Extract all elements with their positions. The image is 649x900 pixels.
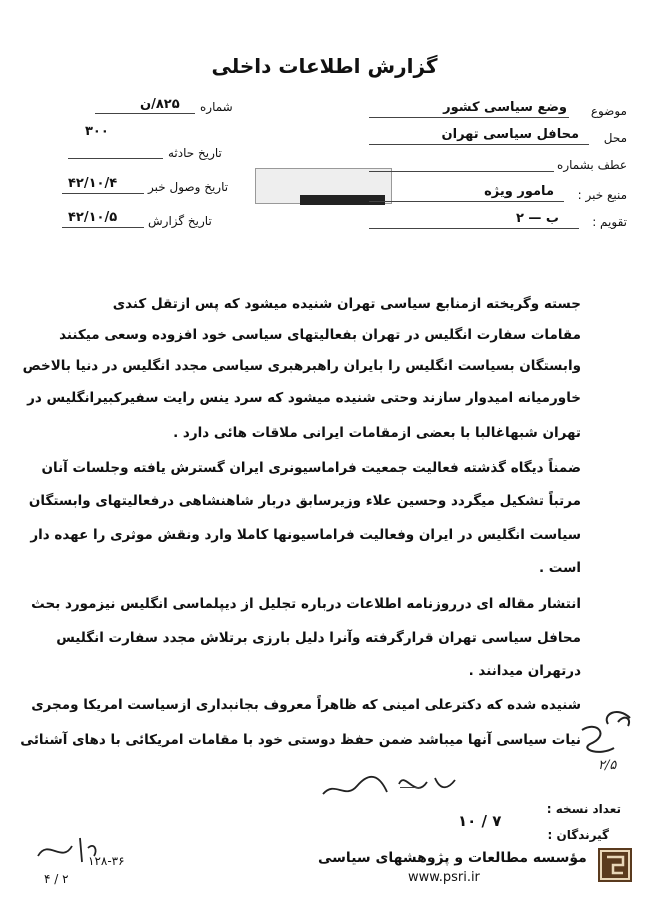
body-line: تهران شبهاغالبا با بعضی ازمقامات ایرانی ملاقات هائی دارد . <box>173 425 581 441</box>
subject-label: موضوع <box>590 104 627 118</box>
body-line: خاورمیانه امیدوار سازند وحتی شنیده میشود که سرد ینس رایت سفیرکبیرانگلیس در <box>27 390 581 406</box>
number-value: ۸۲۵/ن <box>140 97 180 112</box>
margin-note: ۲/۵ <box>598 758 617 773</box>
receive-date-line <box>62 193 144 194</box>
source-value: مامور ویژه <box>484 184 554 199</box>
signature-dash <box>400 787 420 788</box>
body-line: انتشار مقاله ای درروزنامه اطلاعات درباره تجلیل از دیپلماسی انگلیس نیزمورد بحث <box>31 596 581 612</box>
report-date-label: تاریخ گزارش <box>148 214 212 228</box>
body-line: مقامات سفارت انگلیس در تهران بفعالیتهای سیاسی خود افزوده وسعی میکنند <box>59 327 581 343</box>
number-line <box>95 113 195 114</box>
subject-line <box>369 117 569 118</box>
document-title: گزارش اطلاعات داخلی <box>211 54 438 78</box>
subject-value: وضع سیاسی کشور <box>443 100 567 115</box>
institute-website[interactable]: www.psri.ir <box>408 870 480 885</box>
place-line <box>369 144 589 145</box>
rating-value: ب — ۲ <box>515 211 559 226</box>
incident-date-line <box>68 158 163 159</box>
body-line: محافل سیاسی تهران قرارگرفته وآنرا دلیل بارزی برتلاش مجدد سفارت انگلیس <box>56 630 581 646</box>
institute-name: مؤسسه مطالعات و پژوهشهای سیاسی <box>318 850 587 866</box>
body-line: ضمناً دیگاه گذشته فعالیت جمعیت فراماسیونری ایران گسترش یافته وجلسات آنان <box>41 460 581 476</box>
body-line: سیاست انگلیس در ایران وفعالیت فراماسیونها کاملا وارد ونقش موثری را عهده دار <box>30 527 581 543</box>
page-number: ۴ / ۲ <box>44 872 69 886</box>
source-label: منبع خبر : <box>577 188 627 202</box>
recipients-label: گیرندگان : <box>547 828 609 842</box>
rating-label: تقویم : <box>592 215 627 229</box>
rating-line <box>369 228 579 229</box>
archive-code: ۱۲۸-۳۶ <box>88 854 125 868</box>
body-line: وابستگان بسیاست انگلیس را بایران راهبرهبری سیاسی مجدد انگلیس در دنیا بالاخص <box>22 358 581 374</box>
body-line: جسته وگریخته ازمنابع سیاسی تهران شنیده میشود که پس ازتقل کندی <box>112 296 581 312</box>
body-line: مرتباً تشکیل میگردد وحسین علاء وزیرسابق دربار شاهنشاهی درفعالیتهای وابستگان <box>28 493 581 509</box>
incident-date-label: تاریخ حادثه <box>168 146 222 160</box>
receive-date-value: ۴۲/۱۰/۴ <box>68 176 118 191</box>
ref-label: عطف بشماره <box>557 158 627 172</box>
copies-value: ۱۰ / ۷ <box>458 812 502 830</box>
source-line <box>369 201 564 202</box>
incident-date-value: ۳۰۰ <box>85 124 109 139</box>
number-label: شماره <box>200 100 233 114</box>
place-label: محل <box>603 131 627 145</box>
institute-logo-icon <box>598 848 632 882</box>
body-line: شنیده شده که دکترعلی امینی که ظاهراً معروف بجانبداری ازسیاست امریکا ومجری <box>31 697 581 713</box>
ref-line <box>369 171 554 172</box>
report-date-line <box>62 227 144 228</box>
signature-icon <box>315 760 465 810</box>
body-line: نیات سیاسی آنها میباشد ضمن حفظ دوستی خود با مقامات امریکائی با دهای آشنائی <box>20 732 581 748</box>
body-line: است . <box>538 560 581 576</box>
copies-label: تعداد نسخه : <box>546 802 621 816</box>
place-value: محافل سیاسی تهران <box>441 127 579 142</box>
receive-date-label: تاریخ وصول خبر <box>148 180 229 194</box>
body-line: درتهران میدانند . <box>468 663 581 679</box>
report-date-value: ۴۲/۱۰/۵ <box>68 210 118 225</box>
redaction-bar <box>300 195 385 205</box>
